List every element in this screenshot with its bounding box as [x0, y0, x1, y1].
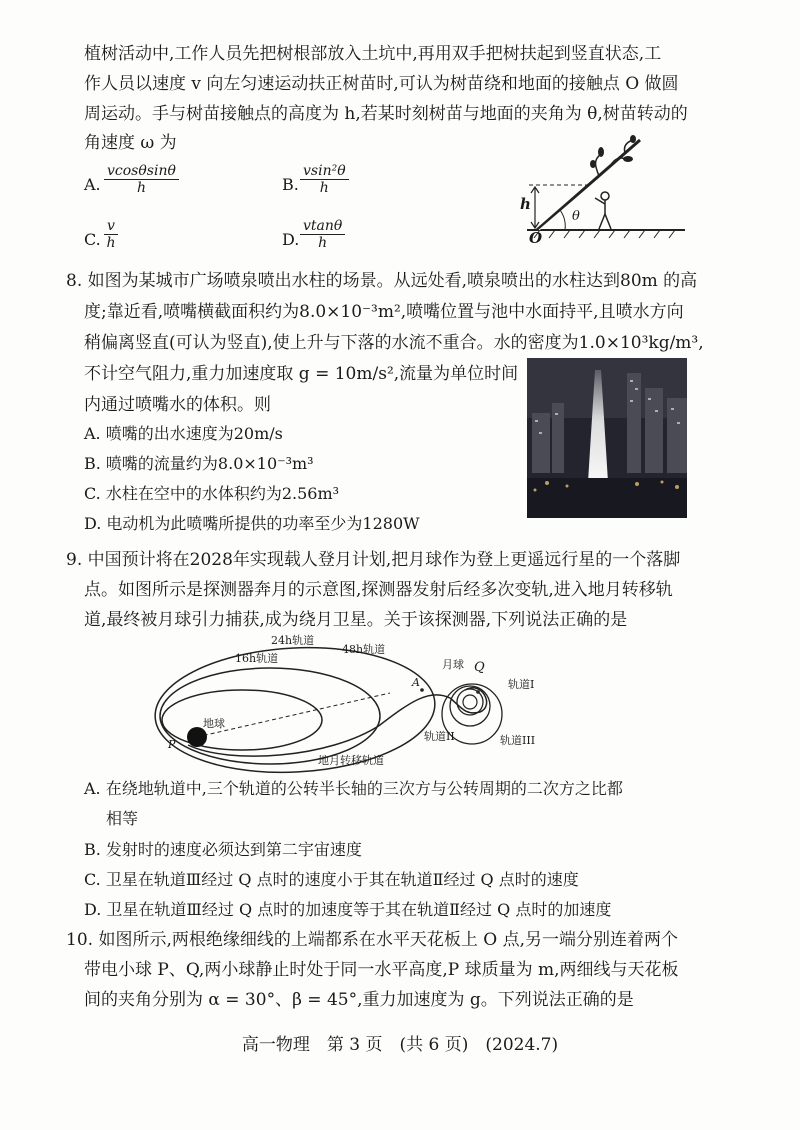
q7-option-d-den: h — [318, 235, 328, 251]
q9-line-1: 9. 中国预计将在2028年实现载人登月计划,把月球作为登上更遥远行星的一个落脚 — [66, 550, 681, 570]
angle-arc — [560, 210, 565, 230]
label-orbit-2: 轨道II — [424, 730, 455, 743]
q8-option-b: B. 喷嘴的流量约为8.0×10⁻³m³ — [84, 454, 314, 473]
q9-option-b: B. 发射时的速度必须达到第二宇宙速度 — [84, 840, 362, 859]
q9-line-2: 点。如图所示是探测器奔月的示意图,探测器发射后经多次变轨,进入地月转移轨 — [84, 580, 673, 600]
moon-circle — [463, 695, 477, 709]
worker-head — [601, 192, 609, 200]
q7-option-b-den: h — [319, 180, 329, 196]
q8-option-d: D. 电动机为此喷嘴所提供的功率至少为1280W — [84, 514, 420, 533]
transfer-orbit — [188, 688, 487, 756]
q7-option-c-num: v — [104, 218, 118, 235]
q9-option-c: C. 卫星在轨道Ⅲ经过 Q 点时的速度小于其在轨道Ⅱ经过 Q 点时的速度 — [84, 870, 579, 889]
q8-option-a: A. 喷嘴的出水速度为20m/s — [84, 424, 283, 443]
label-a: A — [412, 676, 420, 689]
q7-line-4: 角速度 ω 为 — [84, 133, 177, 153]
q7-option-c — [104, 218, 118, 251]
q10-line-1: 10. 如图所示,两根绝缘细线的上端都系在水平天花板上 O 点,另一端分别连着两个 — [66, 930, 678, 950]
orbit-48h — [152, 641, 438, 779]
label-48h: 48h轨道 — [342, 643, 386, 656]
q7-option-a-letter: A. — [84, 175, 101, 194]
q7-line-2: 作人员以速度 v 向左匀速运动扶正树苗时,可认为树苗绕和地面的接触点 O 做圆 — [84, 74, 679, 94]
q8-line-4: 不计空气阻力,重力加速度取 g = 10m/s²,流量为单位时间 — [84, 364, 519, 384]
q7-line-1: 植树活动中,工作人员先把树根部放入土坑中,再用双手把树扶起到竖直状态,工 — [84, 44, 662, 64]
q9-option-a-cont: 相等 — [106, 809, 139, 828]
q7-option-b — [300, 163, 349, 196]
page-footer: 高一物理 第 3 页 (共 6 页) (2024.7) — [241, 1035, 559, 1055]
q7-option-b-letter: B. — [282, 175, 299, 194]
q7-option-d-letter: D. — [282, 230, 300, 249]
ground-hatch — [534, 230, 675, 238]
q10-line-3: 间的夹角分别为 α = 30°、β = 45°,重力加速度为 g。下列说法正确的是 — [84, 990, 634, 1010]
q9-option-a: A. 在绕地轨道中,三个轨道的公转半长轴的三次方与公转周期的二次方之比都 — [84, 779, 623, 798]
label-earth: 地球 — [203, 717, 225, 730]
q7-option-d-num: vtanθ — [300, 218, 345, 235]
point-a — [420, 688, 424, 692]
label-orbit-3: 轨道III — [500, 734, 536, 747]
label-orbit-1: 轨道I — [508, 678, 535, 691]
h-label: h — [520, 195, 531, 213]
q7-option-a — [104, 163, 179, 196]
fountain-photo — [527, 358, 687, 518]
fountain-image — [527, 358, 687, 518]
label-moon: 月球 — [442, 658, 464, 671]
q8-option-c: C. 水柱在空中的水体积约为2.56m³ — [84, 484, 340, 503]
q7-option-d — [300, 218, 345, 251]
label-24h: 24h轨道 — [271, 634, 315, 647]
q7-option-c-letter: C. — [84, 230, 101, 249]
orbit-2 — [450, 686, 490, 726]
q7-option-a-num: vcosθsinθ — [104, 163, 179, 180]
q7-line-3: 周运动。手与树苗接触点的高度为 h,若某时刻树苗与地面的夹角为 θ,树苗转动的 — [84, 104, 688, 124]
point-q — [476, 690, 480, 694]
label-p: P — [168, 738, 176, 751]
label-q: Q — [474, 660, 485, 675]
q8-line-2: 度;靠近看,喷嘴横截面积约为8.0×10⁻³m²,喷嘴位置与池中水面持平,且喷水方向 — [84, 302, 684, 322]
dashed-axis — [197, 693, 390, 737]
q7-option-b-num: vsin²θ — [300, 163, 349, 180]
orbit-24h — [160, 668, 380, 764]
q8-line-5: 内通过喷嘴水的体积。则 — [84, 395, 271, 415]
q7-option-a-den: h — [136, 180, 146, 196]
q10-line-2: 带电小球 P、Q,两小球静止时处于同一水平高度,P 球质量为 m,两细线与天花板 — [84, 960, 679, 980]
q8-line-3: 稍偏离竖直(可认为竖直),使上升与下落的水流不重合。水的密度为1.0×10³kg/m³, — [84, 333, 704, 353]
label-16h: 16h轨道 — [235, 652, 279, 665]
o-point-label: O — [529, 229, 543, 247]
orbit-16h — [162, 690, 322, 750]
q9-option-d: D. 卫星在轨道Ⅲ经过 Q 点时的加速度等于其在轨道Ⅱ经过 Q 点时的加速度 — [84, 900, 612, 919]
q9-line-3: 道,最终被月球引力捕获,成为绕月卫星。关于该探测器,下列说法正确的是 — [84, 610, 628, 630]
q7-option-c-den: h — [106, 235, 116, 251]
theta-label: θ — [572, 209, 580, 224]
q8-line-1: 8. 如图为某城市广场喷泉喷出水柱的场景。从远处看,喷泉喷出的水柱达到80m 的高 — [66, 271, 698, 291]
label-transfer-orbit: 地月转移轨道 — [318, 754, 384, 767]
